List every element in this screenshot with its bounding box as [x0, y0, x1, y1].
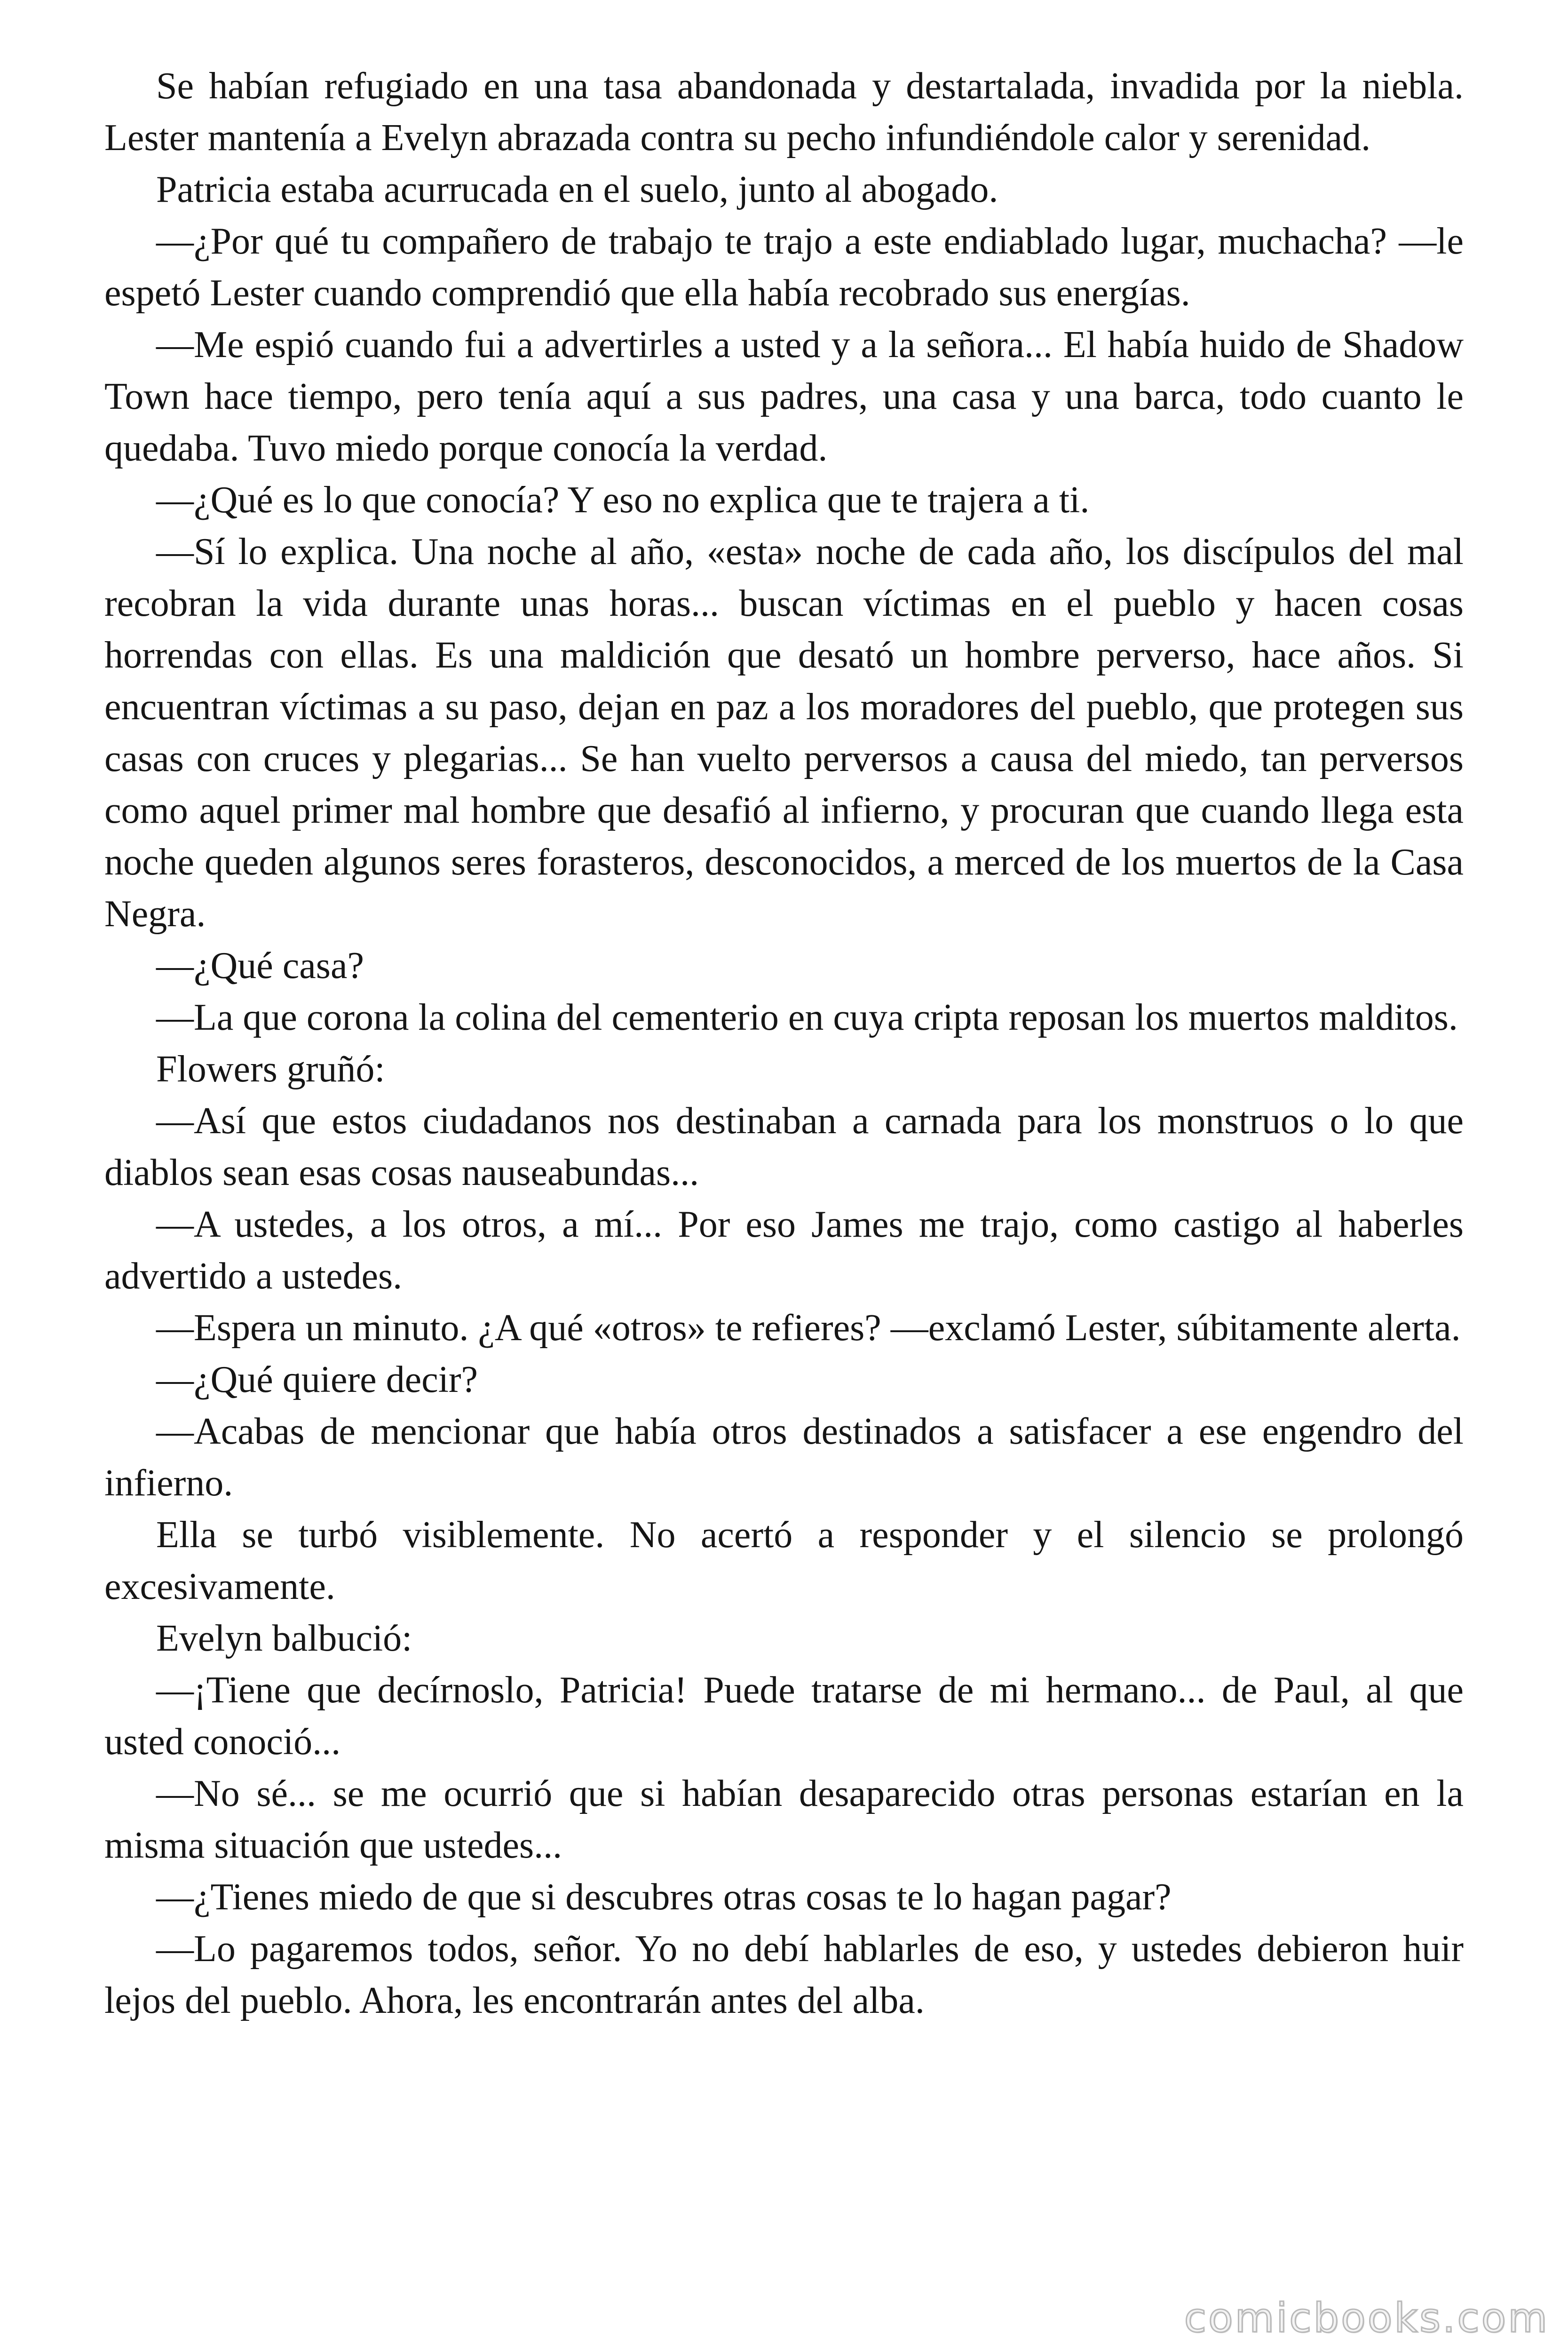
paragraph: Flowers gruñó:: [156, 1049, 385, 1090]
paragraph: —La que corona la colina del cementerio en cuya cripta reposan los muertos malditos.: [156, 997, 1458, 1038]
paragraph: —Así que estos ciudadanos nos destinaban a carnada para los monstruos o lo que diablos sean esas cosas nauseabundas...: [104, 1100, 1464, 1193]
paragraph: —¿Qué quiere decir?: [156, 1359, 478, 1400]
paragraph: —Me espió cuando fui a advertirles a usted y a la señora... El había huido de Shadow Town hace tiempo, pero tenía aquí a sus padres, una casa y una barca, todo cuanto le quedaba. Tuvo miedo porque conocía la verdad.: [104, 324, 1464, 469]
paragraph: —¡Tiene que decírnoslo, Patricia! Puede tratarse de mi hermano... de Paul, al que usted conoció...: [104, 1669, 1464, 1763]
paragraph: —Lo pagaremos todos, señor. Yo no debí hablarles de eso, y ustedes debieron huir lejos del pueblo. Ahora, les encontrarán antes del alba.: [104, 1928, 1464, 2021]
paragraph: Se habían refugiado en una tasa abandonada y destartalada, invadida por la niebla. Lester mantenía a Evelyn abrazada contra su pecho infundiéndole calor y serenidad.: [104, 65, 1464, 159]
paragraph: —¿Qué es lo que conocía? Y eso no explica que te trajera a ti.: [156, 479, 1090, 521]
paragraph: —Acabas de mencionar que había otros destinados a satisfacer a ese engendro del infierno.: [104, 1411, 1464, 1504]
paragraph: Ella se turbó visiblemente. No acertó a responder y el silencio se prolongó excesivamente.: [104, 1514, 1464, 1607]
paragraph: Evelyn balbució:: [156, 1618, 412, 1659]
body-text: [104, 60, 1464, 2026]
paragraph: —¿Tienes miedo de que si descubres otras cosas te lo hagan pagar?: [156, 1876, 1172, 1918]
paragraph: Patricia estaba acurrucada en el suelo, junto al abogado.: [156, 169, 998, 210]
paragraph: —Espera un minuto. ¿A qué «otros» te refieres? —exclamó Lester, súbitamente alerta.: [156, 1307, 1461, 1349]
paragraph: —A ustedes, a los otros, a mí... Por eso James me trajo, como castigo al haberles advertido a ustedes.: [104, 1204, 1464, 1297]
watermark-text: comicbooks.com: [1184, 2295, 1549, 2342]
paragraph: —Sí lo explica. Una noche al año, «esta» noche de cada año, los discípulos del mal recobran la vida durante unas horas... buscan víctimas en el pueblo y hacen cosas horrendas con ellas. Es una maldición que desató un hombre perverso, hace años. Si encuentran víctimas a su paso, dejan en paz a los moradores del pueblo, que protegen sus casas con cruces y plegarias... Se han vuelto perversos a causa del miedo, tan perversos como aquel primer mal hombre que desafió al infierno, y procuran que cuando llega esta noche queden algunos seres forasteros, desconocidos, a merced de los muertos de la Casa Negra.: [104, 531, 1464, 935]
paragraph: —¿Qué casa?: [156, 945, 364, 986]
paragraph: —No sé... se me ocurrió que si habían desaparecido otras personas estarían en la misma situación que ustedes...: [104, 1773, 1464, 1866]
paragraph: —¿Por qué tu compañero de trabajo te trajo a este endiablado lugar, muchacha? —le espetó Lester cuando comprendió que ella había recobrado sus energías.: [104, 221, 1464, 314]
